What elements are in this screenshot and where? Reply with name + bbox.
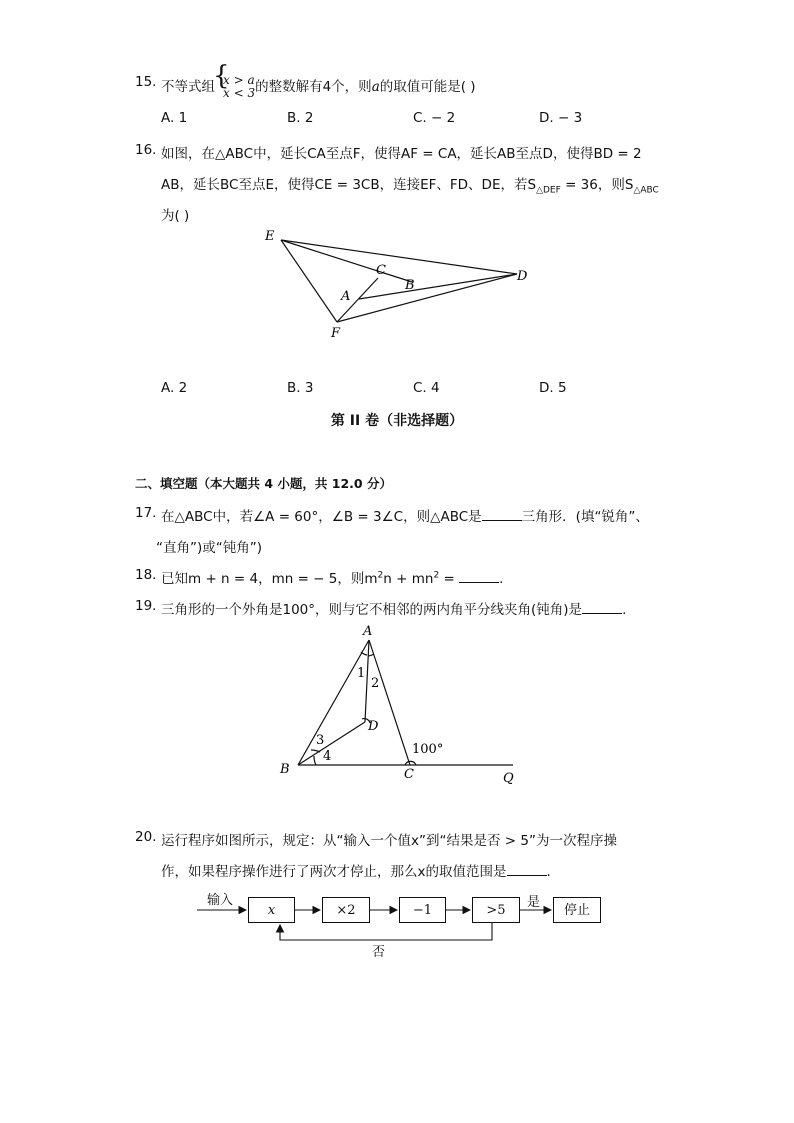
flow-box-x: x <box>248 897 295 923</box>
q17-number: 17. <box>135 505 157 521</box>
q16-number: 16. <box>135 142 157 158</box>
q15-stem-c: 的取值可能是( ) <box>379 79 476 95</box>
q19-text-main: 三角形的一个外角是100°，则与它不相邻的两内角平分线夹角(钝角)是 <box>161 602 583 618</box>
label-A: A <box>341 289 351 304</box>
q19-text <box>161 598 626 618</box>
q20-line1: 运行程序如图所示，规定：从“输入一个值x”到“结果是否 > 5”为一次程序操 <box>161 833 617 849</box>
q15-stem-b: 的整数解有4个，则 <box>255 79 372 95</box>
q17-line1-a: 在△ABC中，若∠A = 60°，∠B = 3∠C，则△ABC是 <box>161 509 482 525</box>
part2-title: 第 II 卷（非选择题） <box>330 413 464 429</box>
label-F: F <box>331 326 341 341</box>
q20-answer-blank[interactable] <box>507 863 547 876</box>
q16-line1: 如图，在△ABC中，延长CA至点F，使得AF = CA，延长AB至点D，使得BD = 2 <box>161 146 642 162</box>
flow-yes-label: 是 <box>527 895 541 910</box>
flow-box-times2: ×2 <box>322 897 370 923</box>
label-C: C <box>404 767 414 782</box>
q20-line2-text: 作，如果程序操作进行了两次才停止，那么x的取值范围是 <box>161 864 507 880</box>
q18-answer-blank[interactable] <box>459 570 499 583</box>
q19-number: 19. <box>135 598 157 614</box>
label-B: B <box>405 278 415 293</box>
q17-line1-b: 三角形．(填“锐角”、 <box>521 509 649 525</box>
q16-sub-abc: △ABC <box>633 185 659 196</box>
q15-option-a[interactable]: A. 1 <box>161 110 188 126</box>
label-2: 2 <box>371 676 380 691</box>
flow-input-label: 输入 <box>207 893 234 908</box>
q16-triangle-figure <box>255 225 540 345</box>
label-D: D <box>368 719 379 734</box>
q15-option-d[interactable]: D. − 3 <box>539 110 583 126</box>
flow-no-label: 否 <box>372 945 386 960</box>
section2-detail: （本大题共 4 小题，共 12.0 分） <box>197 476 392 491</box>
label-C: C <box>376 263 386 278</box>
label-B: B <box>280 762 290 777</box>
q17-line2: “直角”)或“钝角”) <box>156 540 263 556</box>
label-1: 1 <box>357 666 366 681</box>
section2-label: 二、填空题 <box>135 476 198 491</box>
q18-sup2: 2 <box>433 570 440 581</box>
q20-end: . <box>546 864 551 880</box>
q17-line1 <box>161 505 649 525</box>
q15-option-b[interactable]: B. 2 <box>287 110 314 126</box>
q18-text-c: = <box>439 571 460 587</box>
q20-number: 20. <box>135 829 157 845</box>
q16-option-b[interactable]: B. 3 <box>287 380 314 396</box>
q18-text-a: 已知m + n = 4，mn = − 5，则m <box>161 571 378 587</box>
q15-ineq2: x < 3 <box>223 86 256 100</box>
q20-flowchart <box>195 885 615 960</box>
q15-inequality-system <box>215 74 255 100</box>
q15-stem-a: 不等式组 <box>161 79 215 95</box>
q15-stem <box>161 74 476 100</box>
q18-text <box>161 567 503 587</box>
q16-option-c[interactable]: C. 4 <box>413 380 440 396</box>
flow-box-stop: 停止 <box>553 897 601 923</box>
q16-line3: 为( ) <box>161 208 190 224</box>
q16-option-a[interactable]: A. 2 <box>161 380 188 396</box>
q15-option-c[interactable]: C. − 2 <box>413 110 456 126</box>
q15-var: a <box>371 79 380 95</box>
q18-sup1: 2 <box>377 570 384 581</box>
label-100: 100° <box>412 742 444 757</box>
q16-option-d[interactable]: D. 5 <box>539 380 567 396</box>
q16-line2 <box>161 173 659 196</box>
q19-end: . <box>622 602 627 618</box>
q19-angle-figure <box>275 620 525 790</box>
q20-line2 <box>161 860 551 880</box>
q18-text-b: n + mn <box>383 571 434 587</box>
section2-header <box>135 474 392 492</box>
q15-number: 15. <box>135 74 157 90</box>
q19-answer-blank[interactable] <box>582 601 622 614</box>
label-4: 4 <box>323 749 332 764</box>
flow-box-gt5: >5 <box>472 897 520 923</box>
label-A: A <box>363 624 373 639</box>
flow-box-minus1: −1 <box>399 897 446 923</box>
q18-number: 18. <box>135 567 157 583</box>
q16-eq36: = 36，则S <box>560 177 634 193</box>
q18-end: . <box>499 571 504 587</box>
q16-line2-text: AB，延长BC至点E，使得CE = 3CB，连接EF、FD、DE，若S <box>161 177 537 193</box>
label-Q: Q <box>503 771 514 786</box>
q16-sub-def: △DEF <box>536 185 561 196</box>
q15-ineq1: { x > a <box>223 73 255 87</box>
label-E: E <box>265 229 275 244</box>
label-3: 3 <box>316 733 325 748</box>
label-D: D <box>517 269 528 284</box>
q17-answer-blank[interactable] <box>482 508 522 521</box>
